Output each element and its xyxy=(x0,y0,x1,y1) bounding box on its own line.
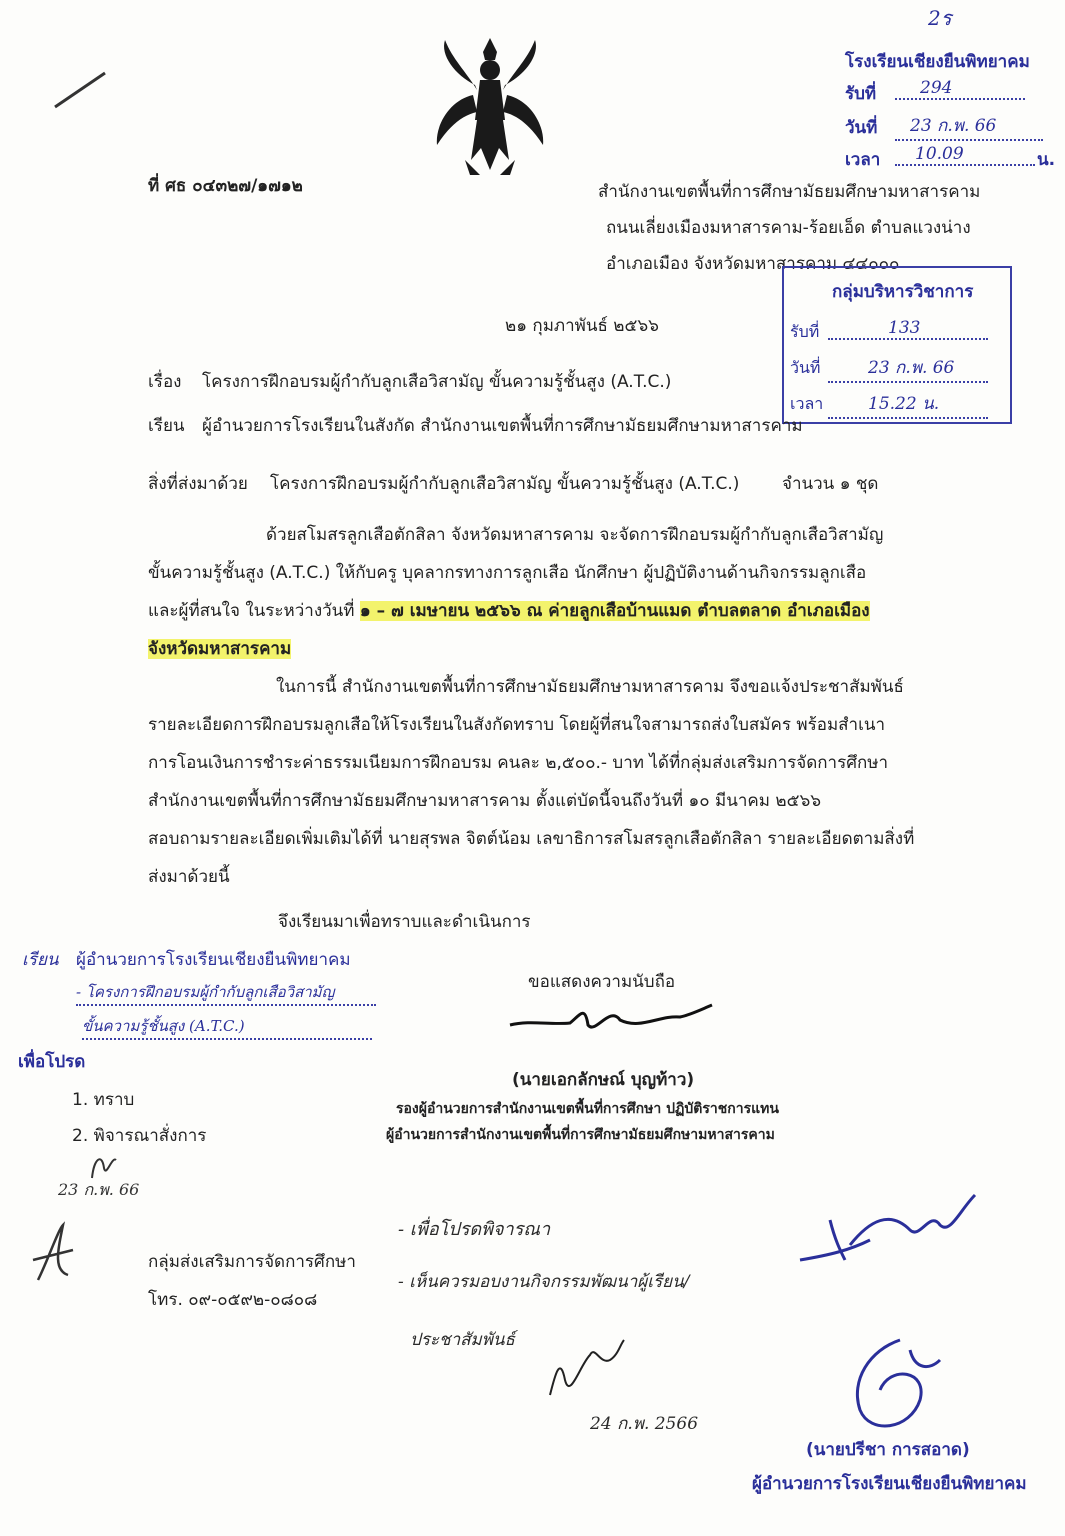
stamp-time: 10.09 xyxy=(895,144,1035,166)
document-date: ๒๑ กุมภาพันธ์ ๒๕๖๖ xyxy=(505,316,659,336)
stamp-received-label: รับที่ xyxy=(845,84,877,104)
handwritten-note-line-1: - เพื่อโปรดพิจารณา xyxy=(398,1219,551,1240)
subject-text: โครงการฝึกอบรมผู้กำกับลูกเสือวิสามัญ ขั้นความรู้ชั้นสูง (A.T.C.) xyxy=(202,372,672,392)
to-text: ผู้อำนวยการโรงเรียนในสังกัด สำนักงานเขตพื้นที่การศึกษามัธยมศึกษามหาสารคาม xyxy=(202,416,803,436)
group-stamp-time: 15.22 น. xyxy=(828,390,988,419)
sender-line-2: ถนนเลี่ยงเมืองมหาสารคาม-ร้อยเอ็ด ตำบลแวงน่าง xyxy=(606,218,971,238)
enclosure-qty: จำนวน ๑ ชุด xyxy=(782,474,879,494)
group-head-signature xyxy=(790,1190,980,1280)
group-stamp-title: กลุ่มบริหารวิชาการ xyxy=(832,282,974,302)
to-label: เรียน xyxy=(148,416,185,436)
margin-signature xyxy=(28,1220,78,1290)
para2-line-1: ในการนี้ สำนักงานเขตพื้นที่การศึกษามัธยมศึกษามหาสารคาม จึงขอแจ้งประชาสัมพันธ์ xyxy=(276,677,904,697)
para2-line-5: สอบถามรายละเอียดเพิ่มเติมได้ที่ นายสุรพล จิตต์น้อม เลขาธิการสโมสรลูกเสือตักสิลา รายละเอียดตามสิ่งที่ xyxy=(148,829,915,849)
stamp-time-unit: น. xyxy=(1037,150,1056,170)
para2-line-3: การโอนเงินการชำระค่าธรรมเนียมการฝึกอบรม คนละ ๒,๕๐๐.- บาท ได้ที่กลุ่มส่งเสริมการจัดการศึกษา xyxy=(148,753,889,773)
left-note-date: 23 ก.พ. 66 xyxy=(58,1180,140,1199)
garuda-emblem-icon xyxy=(425,30,555,180)
left-note-for: เพื่อโปรด xyxy=(18,1052,86,1072)
stamp-time-label: เวลา xyxy=(845,150,881,170)
corner-mark: 2ร xyxy=(928,6,952,30)
stamp-date-label: วันที่ xyxy=(845,118,878,138)
paragraph-1 xyxy=(148,516,948,668)
signer-signature xyxy=(500,995,720,1045)
left-note-option-2: 2. พิจารณาสั่งการ xyxy=(72,1126,207,1146)
group-stamp-date-label: วันที่ xyxy=(790,358,821,377)
regards: ขอแสดงความนับถือ xyxy=(528,972,676,992)
pen-mark xyxy=(50,65,110,115)
director-title: ผู้อำนวยการโรงเรียนเชียงยืนพิทยาคม xyxy=(752,1474,1027,1494)
para1-line-2: ขั้นความรู้ชั้นสูง (A.T.C.) ให้กับครู บุคลากรทางการลูกเสือ นักศึกษา ผู้ปฏิบัติงานด้านกิจกรรมลูกเสือ xyxy=(148,563,867,583)
enclosure-label: สิ่งที่ส่งมาด้วย xyxy=(148,474,248,494)
para2-line-4: สำนักงานเขตพื้นที่การศึกษามัธยมศึกษามหาสารคาม ตั้งแต่บัดนี้จนถึงวันที่ ๑๐ มีนาคม ๒๕๖๖ xyxy=(148,791,822,811)
group-stamp-time-label: เวลา xyxy=(790,394,824,413)
left-note-line-1: - โครงการฝึกอบรมผู้กำกับลูกเสือวิสามัญ xyxy=(76,980,376,1006)
left-note-option-1: 1. ทราบ xyxy=(72,1090,135,1110)
paragraph-2 xyxy=(148,668,948,896)
para2-line-2: รายละเอียดการฝึกอบรมลูกเสือให้โรงเรียนในสังกัดทราบ โดยผู้ที่สนใจสามารถส่งใบสมัคร พร้อมสำเนา xyxy=(148,715,886,735)
closing-line: จึงเรียนมาเพื่อทราบและดำเนินการ xyxy=(278,912,531,932)
director-signature xyxy=(820,1330,950,1440)
stamp-date: 23 ก.พ. 66 xyxy=(895,112,1043,141)
enclosure-text: โครงการฝึกอบรมผู้กำกับลูกเสือวิสามัญ ขั้นความรู้ชั้นสูง (A.T.C.) xyxy=(270,474,740,494)
para2-line-6: ส่งมาด้วยนี้ xyxy=(148,867,230,887)
handwritten-note-line-3: ประชาสัมพันธ์ xyxy=(410,1330,515,1350)
signer-position-1: รองผู้อำนวยการสำนักงานเขตพื้นที่การศึกษา ปฏิบัติราชการแทน xyxy=(396,1101,779,1117)
left-note-line-2: ขั้นความรู้ชั้นสูง (A.T.C.) xyxy=(82,1014,372,1040)
department-phone: โทร. ๐๙-๐๕๙๒-๐๘๐๘ xyxy=(148,1290,318,1310)
handwritten-note-date: 24 ก.พ. 2566 xyxy=(590,1414,699,1434)
stamp-received-no: 294 xyxy=(895,78,1025,100)
signer-position-2: ผู้อำนวยการสำนักงานเขตพื้นที่การศึกษามัธยมศึกษามหาสารคาม xyxy=(386,1127,775,1143)
para1-line-1: ด้วยสโมสรลูกเสือตักสิลา จังหวัดมหาสารคาม จะจัดการฝึกอบรมผู้กำกับลูกเสือวิสามัญ xyxy=(266,525,884,545)
handwritten-note-line-2: - เห็นควรมอบงานกิจกรรมพัฒนาผู้เรียน/ xyxy=(398,1272,690,1292)
director-name: (นายปรีชา การสอาด) xyxy=(806,1440,970,1460)
group-receipt-stamp xyxy=(782,266,1012,424)
group-stamp-date: 23 ก.พ. 66 xyxy=(828,354,988,383)
handwritten-note-signature xyxy=(540,1335,630,1405)
signer-name: (นายเอกลักษณ์ บุญท้าว) xyxy=(512,1070,695,1090)
para1-line-3a: และผู้ที่สนใจ ในระหว่างวันที่ xyxy=(148,601,355,621)
group-stamp-received-no: 133 xyxy=(828,318,988,340)
left-note-to: ผู้อำนวยการโรงเรียนเชียงยืนพิทยาคม xyxy=(76,950,351,970)
reference-number: ที่ ศธ ๐๔๓๒๗/๑๗๑๒ xyxy=(148,176,303,196)
para1-highlight-date-place: ๑ – ๗ เมษายน ๒๕๖๖ ณ ค่ายลูกเสือบ้านแมด ตำบลตลาด อำเภอเมือง xyxy=(359,601,870,621)
stamp-school-name: โรงเรียนเชียงยืนพิทยาคม xyxy=(845,52,1030,72)
department-name: กลุ่มส่งเสริมการจัดการศึกษา xyxy=(148,1252,356,1272)
subject-label: เรื่อง xyxy=(148,372,182,392)
sender-line-3: อำเภอเมือง จังหวัดมหาสารคาม ๔๔๐๐๐ xyxy=(606,254,900,274)
para1-highlight-province: จังหวัดมหาสารคาม xyxy=(148,639,292,659)
group-stamp-received-label: รับที่ xyxy=(790,322,820,341)
sender-line-1: สำนักงานเขตพื้นที่การศึกษามัธยมศึกษามหาสารคาม xyxy=(598,182,981,202)
left-note-label: เรียน xyxy=(22,950,59,970)
